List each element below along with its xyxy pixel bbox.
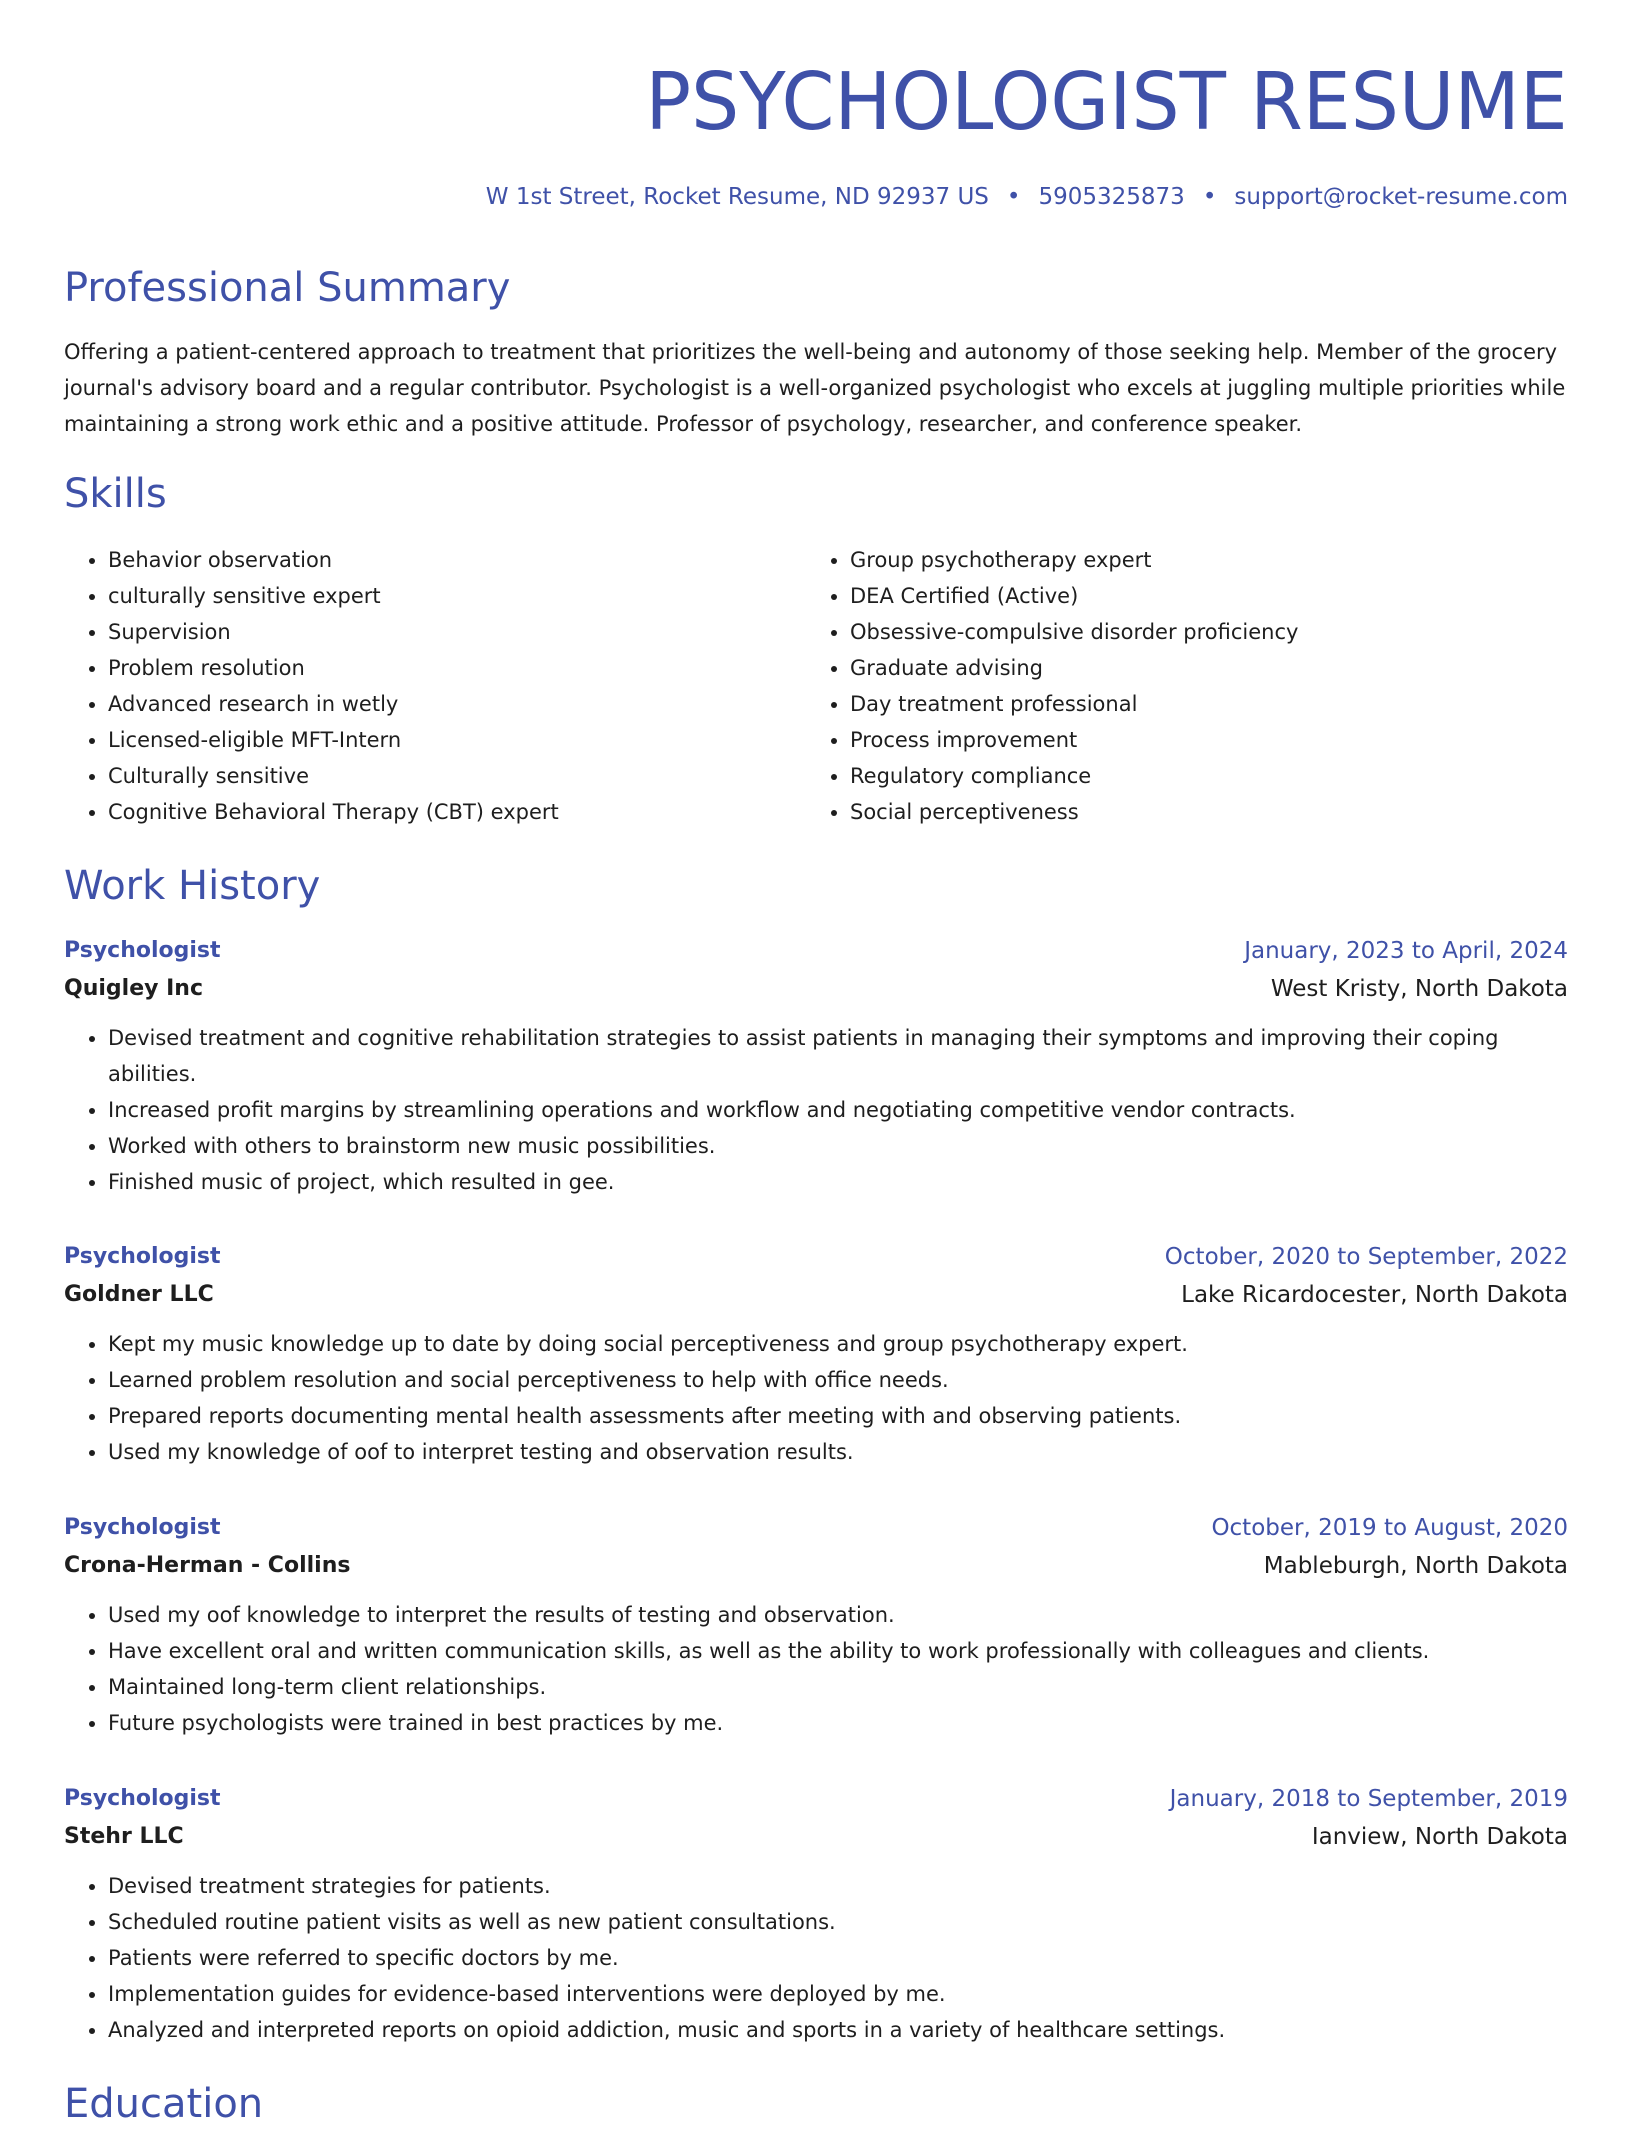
job-title: Psychologist [64, 1244, 221, 1269]
skill-item: • Advanced research in wetly [108, 686, 804, 722]
job-company-row [64, 1547, 1568, 1585]
job-company-row [64, 970, 1568, 1008]
skill-item: • Process improvement [850, 722, 1546, 758]
job-bullet: • Prepared reports documenting mental health assessments after meeting with and observing patients. [108, 1398, 1508, 1434]
job-bullet: • Finished music of project, which resulted in gee. [108, 1164, 1508, 1200]
skill-item: • Social perceptiveness [850, 794, 1546, 830]
job-bullets [64, 1326, 1568, 1470]
job-location: Mableburgh, North Dakota [1263, 1553, 1568, 1579]
job-bullet: • Used my oof knowledge to interpret the results of testing and observation. [108, 1597, 1508, 1633]
job-title: Psychologist [64, 938, 221, 963]
job-company-row [64, 1276, 1568, 1314]
contact-address: W 1st Street, Rocket Resume, ND 92937 US [485, 184, 989, 210]
job-dates: October, 2019 to August, 2020 [1211, 1515, 1568, 1541]
skills-list-left [64, 542, 804, 830]
job-bullet: • Implementation guides for evidence-based interventions were deployed by me. [108, 1976, 1508, 2012]
job-title-row [64, 1780, 1568, 1818]
job-entry [64, 932, 1568, 1200]
skill-item: • Cognitive Behavioral Therapy (CBT) expert [108, 794, 804, 830]
job-company-row [64, 1818, 1568, 1856]
job-location: Ianview, North Dakota [1311, 1824, 1568, 1850]
job-bullet: • Have excellent oral and written communication skills, as well as the ability to work professionally with colleagues and clients. [108, 1633, 1508, 1669]
job-bullet: • Devised treatment and cognitive rehabilitation strategies to assist patients in managing their symptoms and improving their coping abilities. [108, 1020, 1508, 1092]
skills-left-column [64, 542, 804, 830]
contact-separator: • [1202, 184, 1217, 210]
work-history-heading: Work History [64, 863, 321, 909]
job-location: Lake Ricardocester, North Dakota [1181, 1282, 1568, 1308]
job-bullet: • Devised treatment strategies for patients. [108, 1868, 1508, 1904]
summary-text: Offering a patient-centered approach to treatment that prioritizes the well-being and autonomy of those seeking help. Member of the grocery journal's advisory board and a regular contributor. Psychologist is a well-organized psychologist who excels at juggling multiple priorities while maintaining a strong work ethic and a positive attitude. Professor of psychology, researcher, and conference speaker. [64, 340, 1566, 436]
job-company: Stehr LLC [64, 1824, 184, 1849]
job-bullet: • Kept my music knowledge up to date by doing social perceptiveness and group psychotherapy expert. [108, 1326, 1508, 1362]
job-bullet: • Used my knowledge of oof to interpret testing and observation results. [108, 1434, 1508, 1470]
skill-item: • culturally sensitive expert [108, 578, 804, 614]
education-heading: Education [64, 2081, 264, 2127]
job-title-row [64, 932, 1568, 970]
skill-item: • Problem resolution [108, 650, 804, 686]
job-dates: January, 2023 to April, 2024 [1244, 938, 1568, 964]
skills-heading: Skills [64, 471, 167, 517]
job-title: Psychologist [64, 1786, 221, 1811]
skill-item: • Day treatment professional [850, 686, 1546, 722]
job-dates: January, 2018 to September, 2019 [1169, 1786, 1568, 1812]
contact-phone: 5905325873 [1038, 184, 1185, 210]
job-bullet: • Analyzed and interpreted reports on opioid addiction, music and sports in a variety of healthcare settings. [108, 2012, 1508, 2048]
job-title-row [64, 1509, 1568, 1547]
skill-item: • Supervision [108, 614, 804, 650]
contact-separator: • [1006, 184, 1021, 210]
summary-heading: Professional Summary [64, 265, 511, 311]
job-bullet: • Future psychologists were trained in best practices by me. [108, 1705, 1508, 1741]
job-bullet: • Maintained long-term client relationships. [108, 1669, 1508, 1705]
skill-item: • Group psychotherapy expert [850, 542, 1546, 578]
resume-title: PSYCHOLOGIST RESUME [645, 56, 1568, 148]
skill-item: • Obsessive-compulsive disorder proficiency [850, 614, 1546, 650]
skill-item: • Graduate advising [850, 650, 1546, 686]
job-entry [64, 1780, 1568, 2048]
job-bullet: • Increased profit margins by streamlining operations and workflow and negotiating competitive vendor contracts. [108, 1092, 1508, 1128]
job-bullet: • Worked with others to brainstorm new music possibilities. [108, 1128, 1508, 1164]
job-bullet: • Learned problem resolution and social perceptiveness to help with office needs. [108, 1362, 1508, 1398]
contact-email[interactable]: support@rocket-resume.com [1234, 184, 1568, 210]
skill-item: • DEA Certified (Active) [850, 578, 1546, 614]
skill-item: • Regulatory compliance [850, 758, 1546, 794]
job-bullets [64, 1868, 1568, 2048]
skills-right-column [806, 542, 1546, 830]
job-company: Goldner LLC [64, 1282, 214, 1307]
job-company: Crona-Herman - Collins [64, 1553, 351, 1578]
contact-line [486, 180, 1568, 214]
job-bullets [64, 1020, 1568, 1200]
job-dates: October, 2020 to September, 2022 [1164, 1244, 1568, 1270]
job-title: Psychologist [64, 1515, 221, 1540]
skill-item: • Culturally sensitive [108, 758, 804, 794]
job-entry [64, 1238, 1568, 1470]
job-bullets [64, 1597, 1568, 1741]
skill-item: • Licensed-eligible MFT-Intern [108, 722, 804, 758]
skill-item: • Behavior observation [108, 542, 804, 578]
job-company: Quigley Inc [64, 976, 204, 1001]
job-title-row [64, 1238, 1568, 1276]
job-bullet: • Scheduled routine patient visits as well as new patient consultations. [108, 1904, 1508, 1940]
skills-list-right [806, 542, 1546, 830]
job-entry [64, 1509, 1568, 1741]
job-location: West Kristy, North Dakota [1270, 976, 1568, 1002]
job-bullet: • Patients were referred to specific doctors by me. [108, 1940, 1508, 1976]
